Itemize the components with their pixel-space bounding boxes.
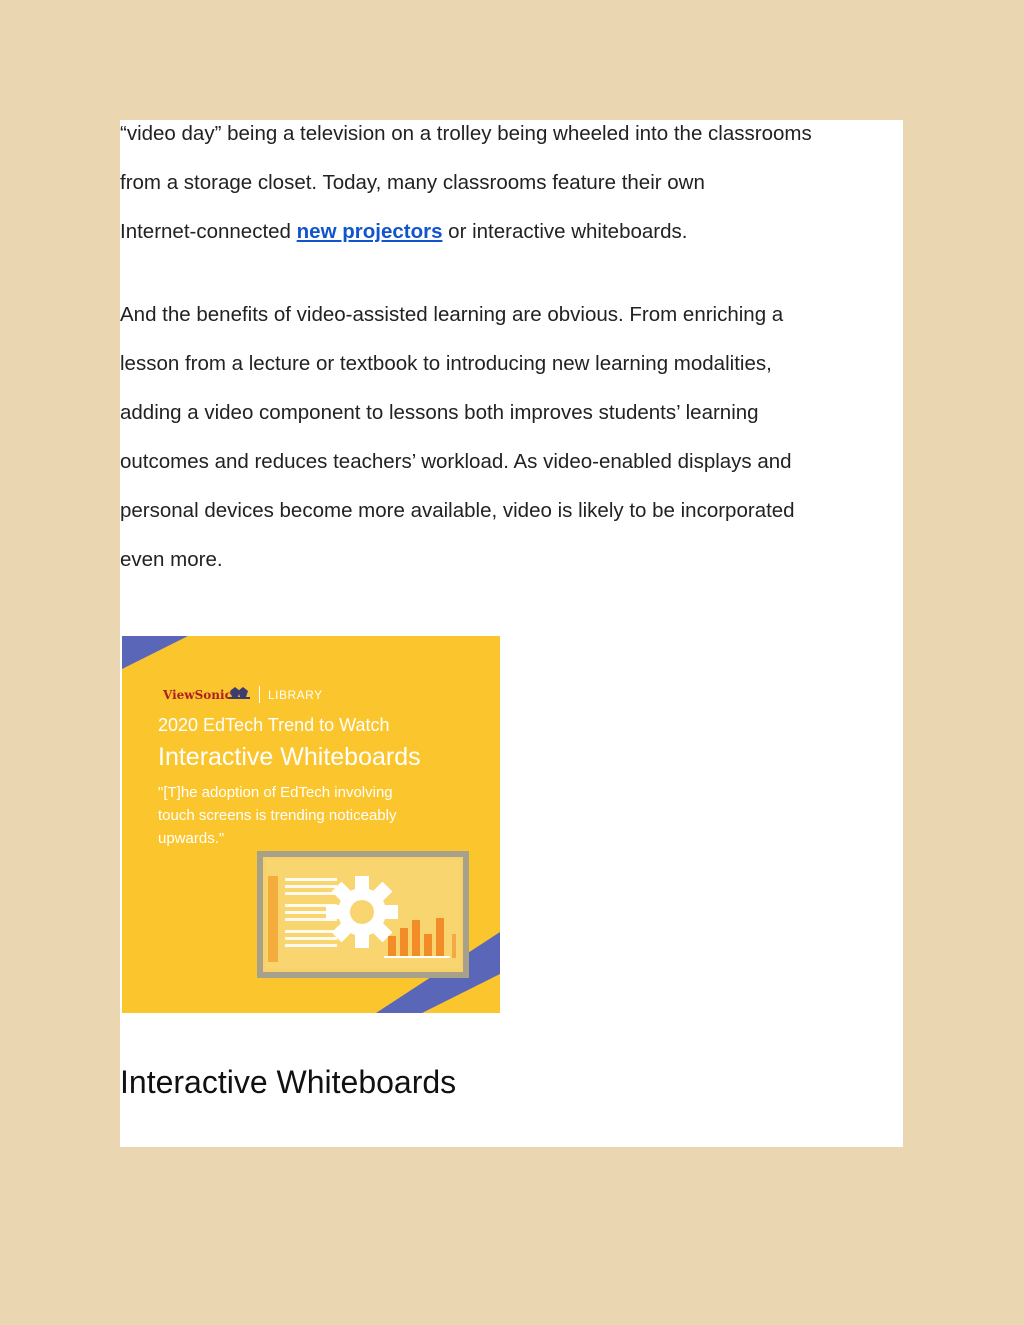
paragraph-line: lesson from a lecture or textbook to introducing new learning modalities,: [120, 352, 772, 375]
paragraph-line: even more.: [120, 548, 223, 571]
gear-icon: [326, 876, 398, 948]
paragraph-line: “video day” being a television on a trolley being wheeled into the classrooms: [120, 122, 812, 145]
banner-eyebrow: 2020 EdTech Trend to Watch: [158, 715, 390, 735]
brand-divider: [259, 686, 260, 703]
paragraph-intro: [120, 109, 903, 256]
text-before-link: Internet-connected: [120, 220, 297, 243]
quote-line: "[T]he adoption of EdTech involving: [158, 784, 393, 801]
stripe-top-left: [122, 636, 188, 669]
paragraph-line: outcomes and reduces teachers’ workload. As video-enabled displays and: [120, 450, 792, 473]
paragraph-line: adding a video component to lessons both improves students’ learning: [120, 401, 759, 424]
quote-line: upwards.": [158, 830, 225, 847]
text-after-link: or interactive whiteboards.: [442, 220, 688, 243]
document-page: [120, 120, 903, 1147]
new-projectors-link[interactable]: new projectors: [296, 220, 443, 243]
paragraph-line: personal devices become more available, video is likely to be incorporated: [120, 499, 795, 522]
library-label: LIBRARY: [268, 688, 323, 702]
paragraph-line: from a storage closet. Today, many classrooms feature their own: [120, 171, 705, 194]
edtech-trend-banner-image: [122, 636, 500, 1013]
viewsonic-brand: ViewSonic: [163, 688, 232, 702]
toolbar-strip: [268, 876, 278, 962]
banner-headline: Interactive Whiteboards: [158, 743, 421, 771]
paragraph-benefits: [120, 290, 903, 584]
quote-line: touch screens is trending noticeably: [158, 807, 397, 824]
section-heading: Interactive Whiteboards: [120, 1064, 457, 1100]
paragraph-line: [120, 207, 903, 256]
paragraph-line: And the benefits of video-assisted learning are obvious. From enriching a: [120, 303, 784, 326]
banner-quote: [158, 781, 458, 850]
